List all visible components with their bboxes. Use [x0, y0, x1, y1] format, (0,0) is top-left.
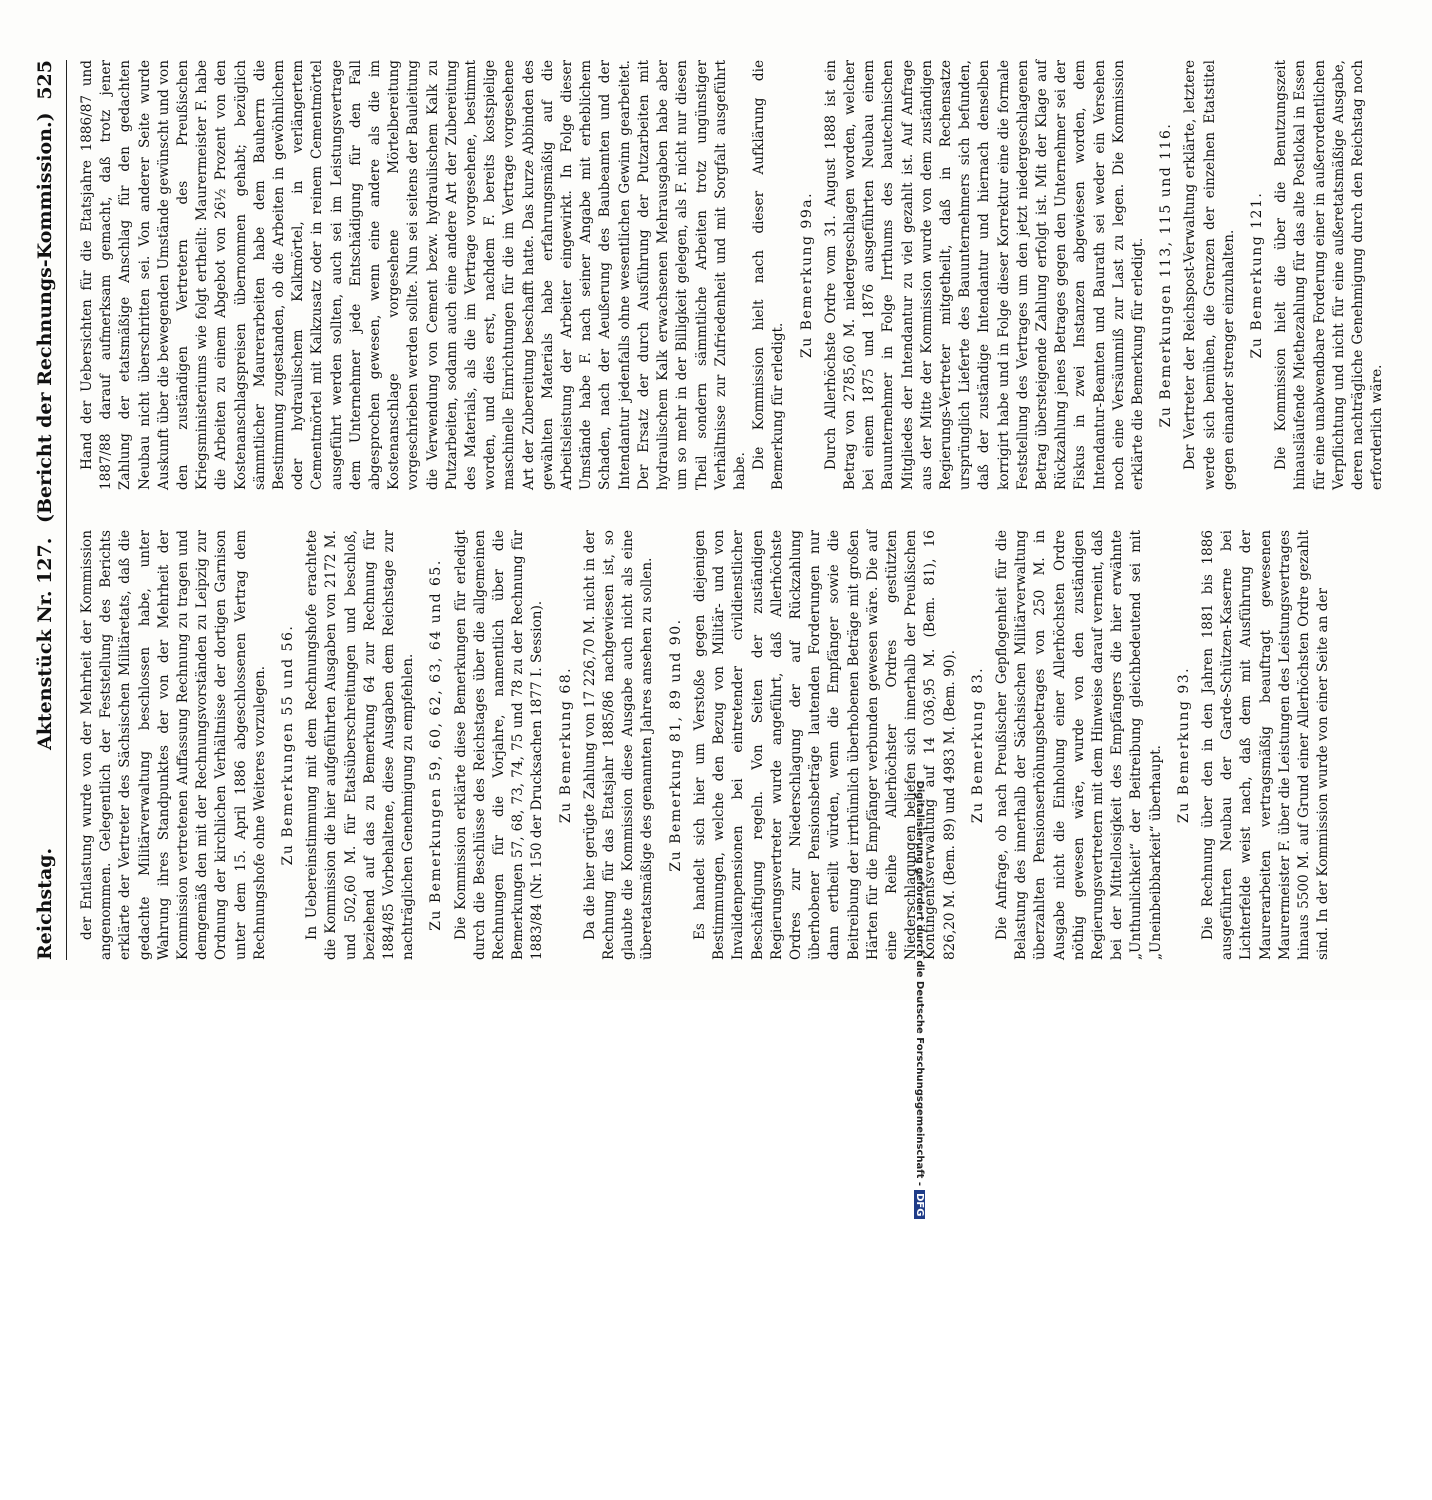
left-paragraph: Es handelt sich hier um Verstoße gegen diejenigen Bestimmungen, welche den Bezug von Militär- und von Invalidenpensionen bei eintretender civildienstlicher Beschäftigung regeln. Von Seiten der zuständigen Regierungsvertreter wurde angeführt, daß Allerhöchste Ordres zur Niederschlagung der auf Rückzahlung überhobener Pensionsbeträge lautenden Forderungen nur dann ertheilt würden, wenn die Empfänger sowie die Beitreibung der irrthümlich überhobenen Beträge mit großen Härten für die Empfänger verbunden gewesen wäre. Die auf eine Reihe Allerhöchster Ordres gestützten Niederschlagungen beliefen sich innerhalb der Preußischen Kontingentsverwaltung auf 14 036,95 M. (Bem. 81), 16 826,20 M. (Bem. 89) und 4983 M. (Bem. 90). [691, 530, 958, 960]
left-section-heading: Zu Bemerkungen 59, 60, 62, 63, 64 und 65. [428, 559, 445, 931]
header-rule [66, 60, 67, 960]
left-paragraph: Die Rechnung über den in den Jahren 1881 bis 1886 ausgeführten Neubau der Garde-Schützen-Kaserne bei Lichterfelde weist nach, daß dem mit Ausführung der Maurerarbeiten vertragsmäßig beauftragt gewesenen Maurermeister F. über die Leistungen des Leistungsvertrages hinaus 5500 M. auf Grund einer Allerhöchsten Ordre gezahlt sind. In der Kommission wurde von einer Seite an der [1199, 530, 1332, 960]
running-header [34, 60, 64, 960]
left-paragraph: Da die hier gerügte Zahlung von 17 226,70 M. nicht in der Rechnung für das Etatsjahr 1885/86 nachgewiesen ist, so glaubte die Kommission diese Ausgabe auch nicht als eine überetatsmäßige des genannten Jahres ansehen zu sollen. [581, 530, 656, 960]
left-paragraph: der Entlastung wurde von der Mehrheit der Kommission angenommen. Gelegentlich der Feststellung des Berichts erklärte der Vertreter des Sächsischen Militäretats, daß die gedachte Militärverwaltung beschlossen habe, unter Wahrung ihres Standpunktes der von der Mehrheit der Kommission vertretenen Auffassung Rechnung zu tragen und demgemäß den mit der Rechnungsvorständen zu Leipzig zur Ordnung der kirchlichen Verhältnisse der dortigen Garnison unter dem 15. April 1886 abgeschlossenen Vertrag dem Rechnungshofe ohne Weiteres vorzulegen. [79, 530, 268, 960]
header-left: Reichstag. [34, 847, 56, 960]
dfg-badge: DFG [914, 1190, 925, 1219]
page-number: 525 [34, 60, 56, 100]
left-paragraph: In Uebereinstimmung mit dem Rechnungshofe erachtete die Kommission die hier aufgeführten Ausgaben von 2172 M. und 502,60 M. für Etatsüberschreitungen und beschloß, beziehend auf das zu Bemerkung 64 zur Rechnung für 1884/85 Vorbehaltene, diese Ausgaben dem Reichstage zur nachträglichen Genehmigung zu empfehlen. [304, 530, 417, 960]
header-subtitle: (Bericht der Rechnungs-Kommission.) [34, 112, 56, 524]
left-paragraph: Die Kommission erklärte diese Bemerkungen für erledigt durch die Beschlüsse des Reichstages über die allgemeinen Rechnungen für die Vorjahre, namentlich über die Bemerkungen 57, 68, 73, 74, 75 und 78 zu der Rechnung für 1883/84 (Nr. 150 der Drucksachen 1877 I. Session). [452, 530, 546, 960]
right-paragraph: Die Kommission hielt die über die Benutzungszeit hinausläufende Miethezahlung für das alte Postlokal in Essen für eine unabwendbare Forderung einer in außerordentlichen Verpflichtung und nicht für eine außeretatsmäßige Ausgabe, deren nachträgliche Genehmigung durch den Reichstag noch erforderlich wäre. [1273, 60, 1386, 490]
right-paragraph: Die Kommission hielt nach dieser Aufklärung die Bemerkung für erledigt. [751, 60, 787, 490]
left-section-heading: Zu Bemerkung 93. [1175, 666, 1192, 824]
right-paragraph: Hand der Uebersichten für die Etatsjahre 1886/87 und 1887/88 darauf aufmerksam gemacht, daß trotz jener Zahlung der etatsmäßige Anschlag für den gedachten Neubau nicht überschritten sei. Von anderer Seite wurde Auskunft über die bewegenden Umstände gewünscht und von den zuständigen Vertretern des Preußischen Kriegsministeriums wie folgt ertheilt: Maurermeister F. habe die Arbeiten zu einem Abgebot von 26½ Prozent von den Kostenanschlagspreisen übernommen gehabt; bezüglich sämmtlicher Maurerarbeiten habe dem Bauherrn die Bestimmung zugestanden, ob die Arbeiten in gewöhnlichem oder hydraulischem Kalkmörtel, in verlängertem Cementmörtel mit Kalkzusatz oder in reinem Cementmörtel ausgeführt werden sollten, auch sei im Leistungsvertrage dem Unternehmer jede Entschädigung für den Fall abgesprochen gewesen, wenn eine andere als die im Kostenanschlage vorgesehene Mörtelbereitung vorgeschrieben werden sollte. Nun sei seitens der Bauleitung die Verwendung von Cement bezw. hydraulischem Kalk zu Putzarbeiten, sodann auch eine andere Art der Zubereitung des Materials, als die im Vertrage vorgesehene, bestimmt worden, und dies erst, nachdem F. bereits kostspielige maschinelle Einrichtungen für die im Vertrage vorgesehene Art der Zubereitung beschafft hatte. Das kurze Abbinden des gewählten Materials habe erfahrungsmäßig auf die Arbeitsleistung der Arbeiter eingewirkt. In Folge dieser Umstände habe F. nach seiner Angabe mit erheblichem Schaden, nach der Aeußerung des Baubeamten und der Intendantur jedenfalls ohne wesentlichen Gewinn gearbeitet. Der Ersatz der durch Ausführung der Putzarbeiten mit hydraulischem Kalk erwachsenen Mehrausgaben habe aber um so mehr in der Billigkeit gelegen, als F. nicht nur diesen Theil sondern sämmtliche Arbeiten trotz ungünstiger Verhältnisse zur Zufriedenheit und mit Sorgfalt ausgeführt habe. [79, 60, 748, 490]
digitization-note [907, 500, 925, 1500]
text-column-left [78, 530, 1333, 960]
left-section-heading: Zu Bemerkungen 55 und 56. [280, 624, 297, 866]
right-section-heading: Zu Bemerkungen 113, 115 und 116. [1158, 122, 1175, 428]
right-section-heading: Zu Bemerkung 99a. [798, 191, 815, 359]
right-section-heading: Zu Bemerkung 121. [1248, 191, 1265, 359]
text-column-right [78, 60, 1387, 490]
right-paragraph: Durch Allerhöchste Ordre vom 31. August 1888 ist ein Betrag von 2785,60 M. niedergeschlagen worden, welcher bei einem 1875 und 1876 ausgeführten Neubau einem Bauunternehmer in Folge Irrthums des bautechnischen Mitgliedes der Intendantur zu viel gezahlt ist. Auf Anfrage aus der Mitte der Kommission wurde von dem zuständigen Regierungs-Vertreter mitgetheilt, daß in Rechensatze ursprünglich Lieferte des Bauunternehmers sich befunden, daß der zuständige Intendantur und hiernach denselben korrigirt habe und in Folge dieser Korrektur eine die formale Feststellung des Vertrages um den jetzt niedergeschlagenen Betrag übersteigende Zahlung erfolgt ist. Mit der Klage auf Rückzahlung jenes Betrages gegen den Unternehmer sei der Fiskus in zwei Instanzen abgewiesen worden, dem Intendantur-Beamten und Baurath sei weder ein Versehen noch eine Versäumniß zur Last zu legen. Die Kommission erklärte die Bemerkung für erledigt. [822, 60, 1146, 490]
digitization-note-text: Digitalisierung gefördert durch die Deutsche Forschungsgemeinschaft - [914, 780, 925, 1187]
left-paragraph: Die Anfrage, ob nach Preußischer Gepflogenheit für die Belastung des innerhalb der Sächsischen Militärverwaltung überzahlten Pensionserhöhungsbetrages von 250 M. in Ausgabe nicht die Einholung einer Allerhöchsten Ordre nöthig gewesen wäre, wurde von den zuständigen Regierungsvertretern mit dem Hinweise darauf verneint, daß bei der Mittellosigkeit des Empfängers die hier erwähnte „Unthunlichkeit“ der Beitreibung gleichbedeutend sei mit „Uneinbeibbarkeit“ überhaupt. [993, 530, 1164, 960]
left-section-heading: Zu Bemerkung 83. [969, 666, 986, 824]
left-section-heading: Zu Bemerkung 81, 89 und 90. [667, 618, 684, 872]
header-document-number: Aktenstück Nr. 127. [34, 537, 56, 750]
header-center [34, 112, 56, 750]
left-section-heading: Zu Bemerkung 68. [557, 666, 574, 824]
right-paragraph: Der Vertreter der Reichspost-Verwaltung erklärte, letztere werde sich bemühen, die Grenzen der einzelnen Etatstitel gegen einander strenger einzuhalten. [1182, 60, 1237, 490]
